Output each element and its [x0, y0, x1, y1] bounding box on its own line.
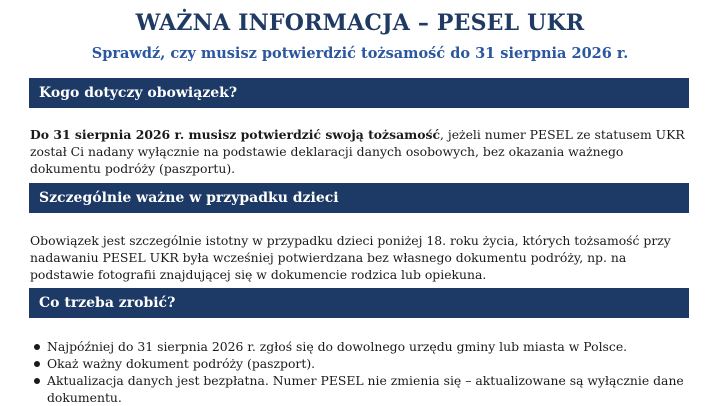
section-body-children: Obowiązek jest szczególnie istotny w przypadku dzieci poniżej 18. roku życia, których tożsamość przy nadawaniu PESEL UKR była wcześniej potwierdzana bez własnego dokumentu podróży, np. na podstawie fotografii znajdującej się w dokumencie rodzica lub opiekuna.: [30, 233, 671, 282]
section-heading-todo: Co trzeba zrobić?: [29, 288, 689, 318]
list-item: [30, 338, 690, 355]
section-body-who: [30, 126, 692, 177]
todo-list: [30, 338, 690, 406]
bullet-icon: [34, 378, 40, 384]
section-heading-children: Szczególnie ważne w przypadku dzieci: [29, 183, 689, 213]
list-item-text: Aktualizacja danych jest bezpłatna. Numer PESEL nie zmienia się – aktualizowane są wyłącznie dane dokumentu.: [47, 373, 684, 405]
page-title: WAŻNA INFORMACJA – PESEL UKR: [135, 10, 585, 36]
page-subtitle: Sprawdź, czy musisz potwierdzić tożsamość do 31 sierpnia 2026 r.: [91, 45, 629, 62]
list-item: [30, 355, 690, 372]
bullet-icon: [34, 361, 40, 367]
list-item-text: Najpóźniej do 31 sierpnia 2026 r. zgłoś się do dowolnego urzędu gminy lub miasta w Polsce.: [47, 339, 628, 354]
section-body-who-rest: , jeżeli numer PESEL ze statusem UKR został Ci nadany wyłącznie na podstawie deklaracji danych osobowych, bez okazania ważnego dokumentu podróży (paszportu).: [30, 127, 685, 176]
section-body-who-bold: Do 31 sierpnia 2026 r. musisz potwierdzić swoją tożsamość: [30, 127, 440, 142]
list-item: [30, 372, 690, 406]
list-item-text: Okaż ważny dokument podróży (paszport).: [47, 356, 316, 371]
section-heading-who: Kogo dotyczy obowiązek?: [29, 78, 689, 108]
bullet-icon: [34, 344, 40, 350]
